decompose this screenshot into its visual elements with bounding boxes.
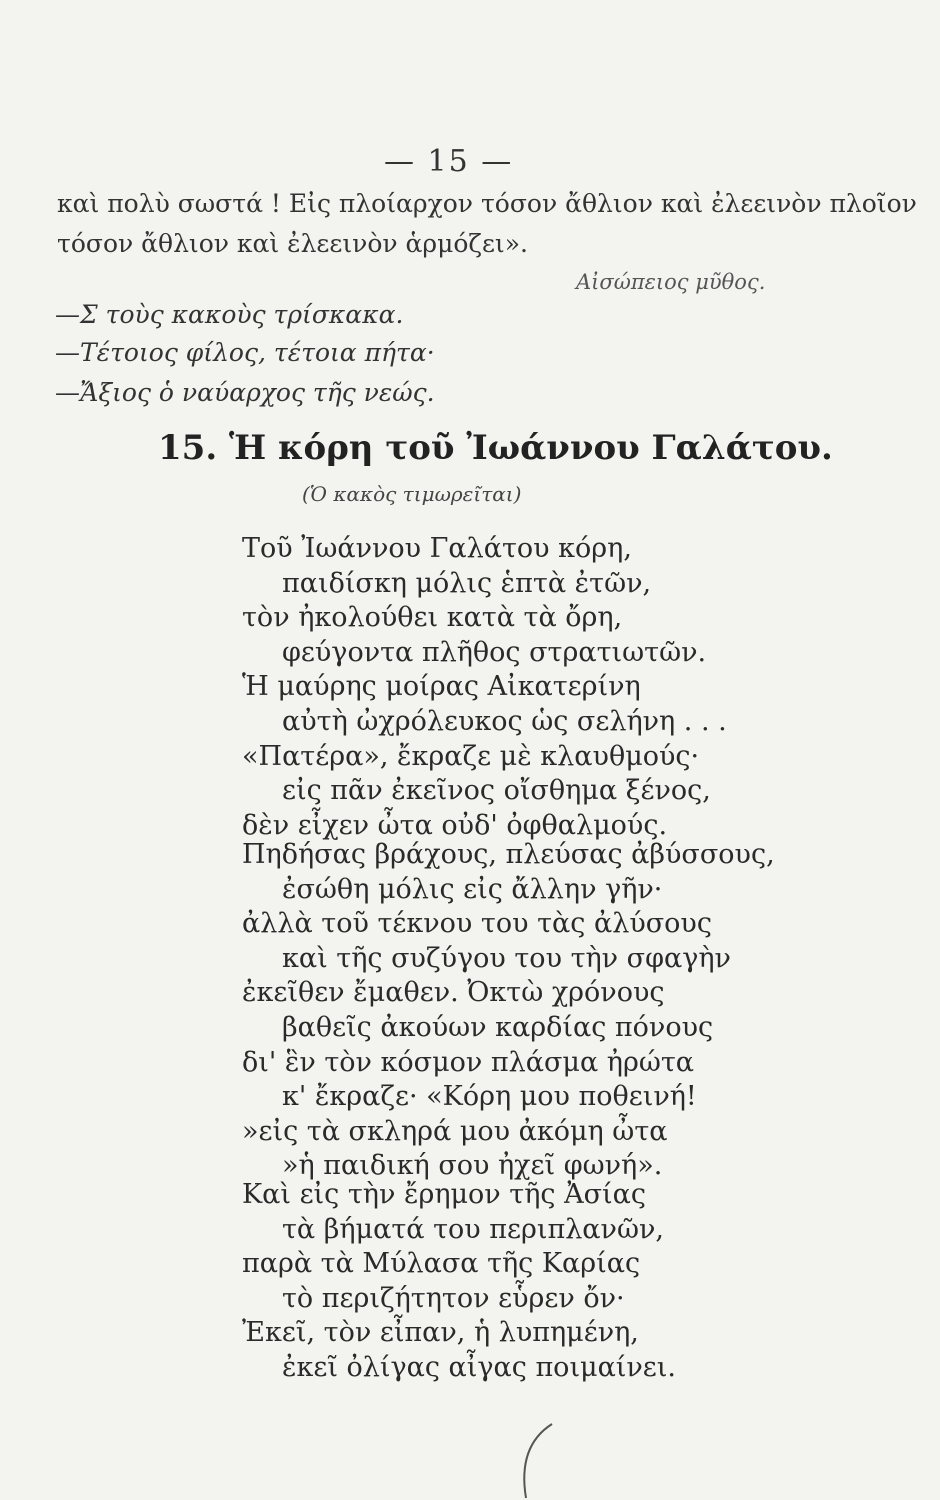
proverb: —Ἄξιος ὁ ναύαρχος τῆς νεώς. bbox=[55, 378, 435, 407]
poem-stanza-1 bbox=[242, 532, 727, 843]
poem-line: Ἡ μαύρης μοίρας Αἰκατερίνη bbox=[242, 671, 641, 703]
poem-stanza-2 bbox=[242, 838, 775, 1184]
poem-line: ἀλλὰ τοῦ τέκνου του τὰς ἀλύσους bbox=[242, 908, 712, 940]
poem-line: »ἡ παιδική σου ἠχεῖ φωνή». bbox=[282, 1150, 663, 1182]
poem-line: κ' ἔκραζε· «Κόρη μου ποθεινή! bbox=[282, 1081, 697, 1113]
poem-line: τὸ περιζήτητον εὗρεν ὄν· bbox=[282, 1282, 625, 1314]
poem-line: »εἰς τὰ σκληρά μου ἀκόμη ὦτα bbox=[242, 1115, 668, 1147]
page-number: — 15 — bbox=[384, 144, 514, 179]
poem-stanza-3 bbox=[242, 1178, 676, 1386]
poem-line: Καὶ εἰς τὴν ἔρημον τῆς Ἀσίας bbox=[242, 1179, 646, 1210]
poem-line: παρὰ τὰ Μύλασα τῆς Καρίας bbox=[242, 1248, 641, 1280]
poem-line: εἰς πᾶν ἐκεῖνος οἴσθημα ξένος, bbox=[282, 775, 711, 807]
poem-line: αὐτὴ ὠχρόλευκος ὡς σελήνη . . . bbox=[282, 705, 727, 737]
source-attribution: Αἰσώπειος μῦθος. bbox=[576, 270, 766, 294]
poem-line: βαθεῖς ἀκούων καρδίας πόνους bbox=[282, 1011, 714, 1043]
intro-line-1: καὶ πολὺ σωστά ! Εἰς πλοίαρχον τόσον ἄθλιον καὶ ἐλεεινὸν πλοῖον bbox=[57, 189, 917, 218]
poem-line: Ἐκεῖ, τὸν εἶπαν, ἡ λυπημένη, bbox=[242, 1317, 639, 1349]
section-heading: 15. Ἡ κόρη τοῦ Ἰωάννου Γαλάτου. bbox=[158, 428, 833, 468]
intro-line-2: τόσον ἄθλιον καὶ ἐλεεινὸν ἁρμόζει». bbox=[57, 229, 528, 258]
poem-line: καὶ τῆς συζύγου του τὴν σφαγὴν bbox=[282, 942, 731, 974]
poem-line: δὲν εἶχεν ὦτα οὐδ' ὀφθαλμούς. bbox=[242, 809, 668, 841]
poem-line: Πηδήσας βράχους, πλεύσας ἀβύσσους, bbox=[242, 839, 775, 870]
proverb: —Σ τοὺς κακοὺς τρίσκακα. bbox=[55, 300, 404, 329]
section-subtitle: (Ὁ κακὸς τιμωρεῖται) bbox=[302, 482, 522, 506]
poem-line: τὰ βήματά του περιπλανῶν, bbox=[282, 1213, 664, 1245]
pencil-mark bbox=[512, 1420, 562, 1500]
poem-line: φεύγοντα πλῆθος στρατιωτῶν. bbox=[282, 636, 707, 668]
poem-line: δι' ἓν τὸν κόσμον πλάσμα ἠρώτα bbox=[242, 1046, 694, 1078]
poem-line: «Πατέρα», ἔκραζε μὲ κλαυθμούς· bbox=[242, 740, 700, 772]
poem-line: ἐκεῖ ὀλίγας αἶγας ποιμαίνει. bbox=[282, 1351, 676, 1383]
proverb: —Τέτοιος φίλος, τέτοια πήτα· bbox=[55, 338, 435, 367]
poem-line: ἐσώθη μόλις εἰς ἄλλην γῆν· bbox=[282, 873, 663, 905]
poem-line: παιδίσκη μόλις ἑπτὰ ἐτῶν, bbox=[282, 567, 652, 599]
poem-line: ἐκεῖθεν ἔμαθεν. Ὀκτὼ χρόνους bbox=[242, 977, 665, 1009]
poem-line: τὸν ἠκολούθει κατὰ τὰ ὄρη, bbox=[242, 602, 623, 634]
poem-line: Τοῦ Ἰωάννου Γαλάτου κόρη, bbox=[242, 533, 632, 564]
